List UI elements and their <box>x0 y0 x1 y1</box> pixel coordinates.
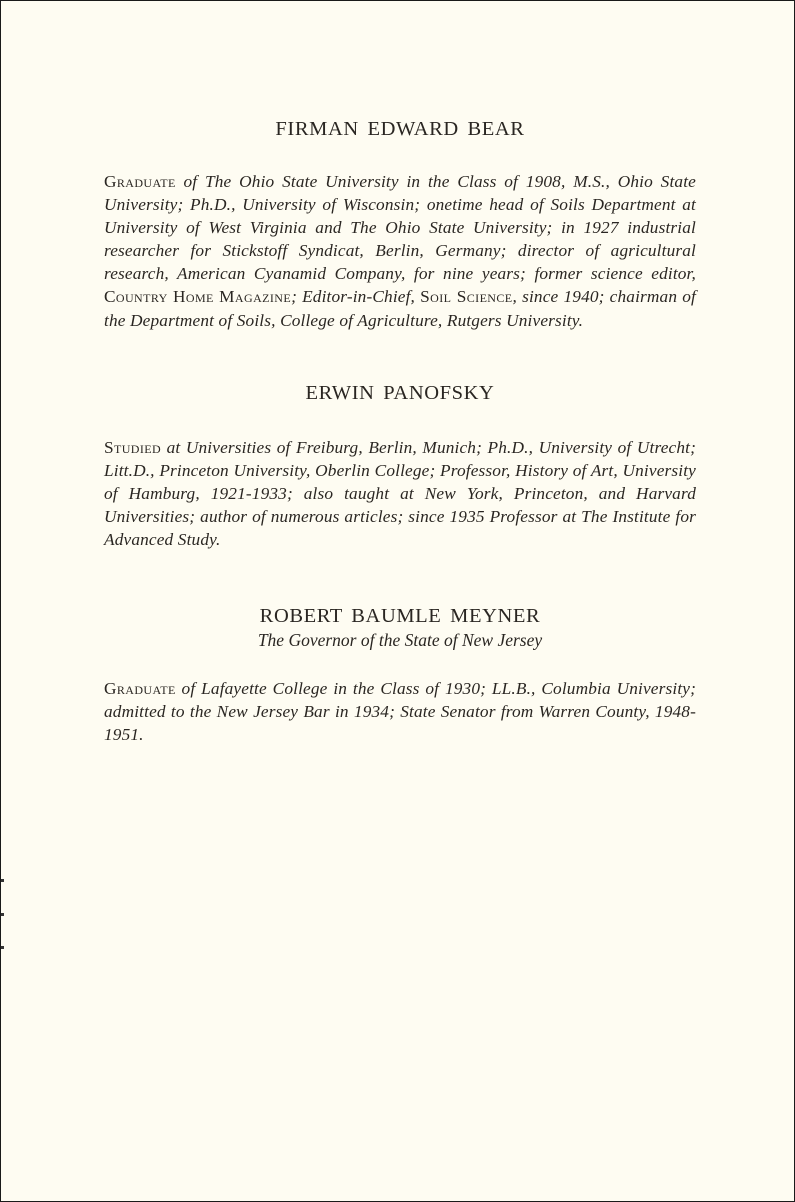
bio-segment: ; Editor-in-Chief, <box>291 287 421 307</box>
biography-entry-panofsky <box>104 382 696 551</box>
biography-text <box>104 677 696 746</box>
bio-lead-word: Graduate <box>104 172 176 191</box>
bio-segment: at Universities of Freiburg, Berlin, Munich; Ph.D., University of Utrecht; Litt.D., Princeton University, Oberlin College; Professor, History of Art, University of Hamburg, 1921-1933; also taught at New York, Princeton, and Harvard Universities; author of numerous articles; since 1935 Professor at The Institute for Advanced Study. <box>104 438 696 550</box>
publication-title: Soil Science <box>420 287 513 307</box>
scan-speck <box>1 946 4 949</box>
scan-speck <box>1 913 4 916</box>
biography-text <box>104 170 696 332</box>
publication-title: Country Home Magazine <box>104 287 292 307</box>
person-name: FIRMAN EDWARD BEAR <box>275 118 525 140</box>
bio-lead-word: Studied <box>104 438 162 457</box>
bio-lead-word: Graduate <box>104 679 176 698</box>
person-name: ROBERT BAUMLE MEYNER <box>259 605 541 627</box>
biography-text <box>104 436 696 551</box>
person-name: ERWIN PANOFSKY <box>305 382 495 404</box>
person-title: The Governor of the State of New Jersey <box>257 630 543 650</box>
bio-segment: of The Ohio State University in the Class of 1908, M.S., Ohio State University; Ph.D., University of Wisconsin; onetime head of Soils Department at University of West Virginia and The Ohio State University; in 1927 industrial researcher for Stickstoff Syndicat, Berlin, Germany; director of agricultural research, American Cyanamid Company, for nine years; former science editor, <box>104 172 696 284</box>
biography-entry-meyner <box>104 605 696 746</box>
bio-segment: of Lafayette College in the Class of 1930; LL.B., Columbia University; admitted to the New Jersey Bar in 1934; State Senator from Warren County, 1948-1951. <box>104 679 696 745</box>
biography-entry-bear <box>104 118 696 332</box>
scan-speck <box>1 879 4 882</box>
bio-segment: , since 1940; chairman of the Department of Soils, College of Agriculture, Rutgers University. <box>104 287 696 330</box>
